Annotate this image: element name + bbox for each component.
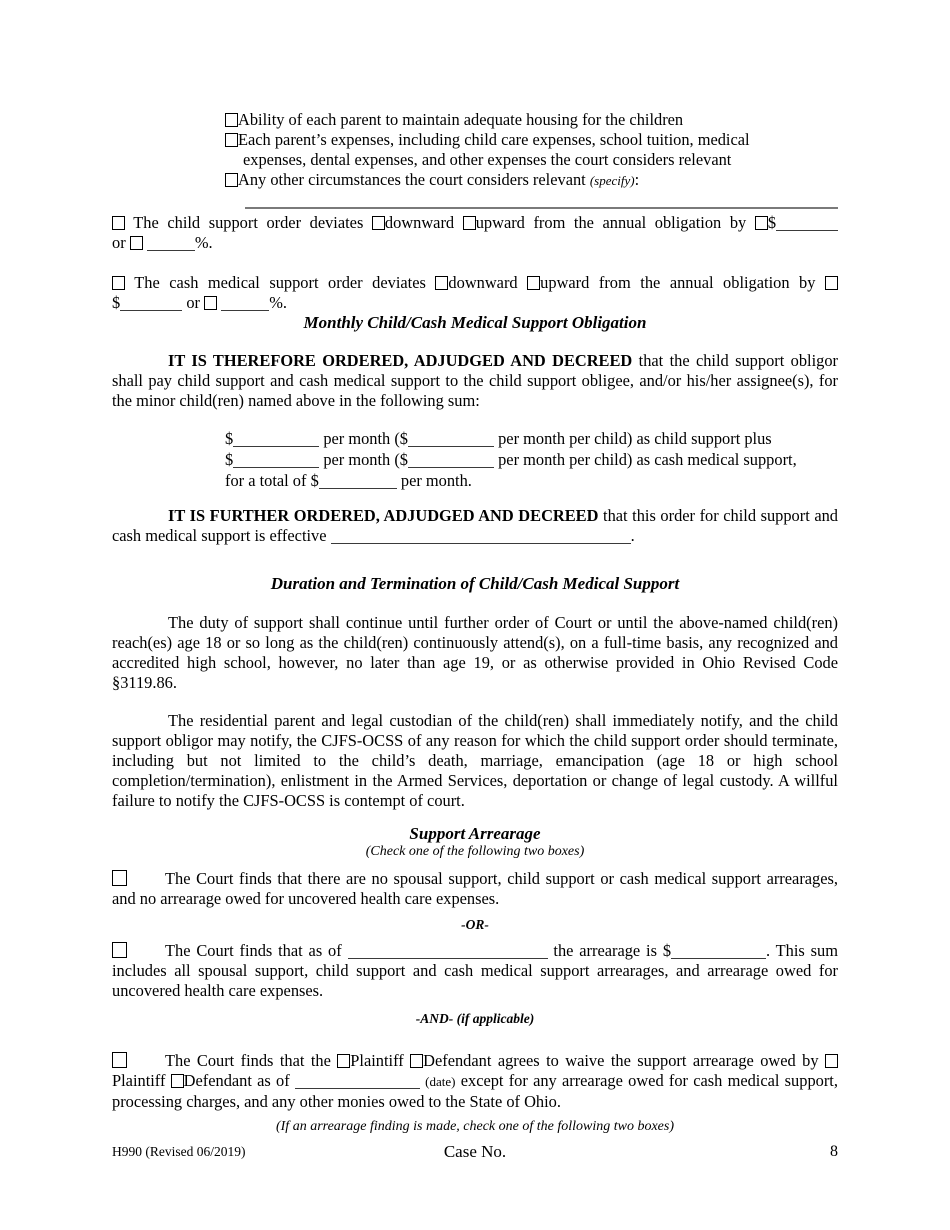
child-deviation-percent-blank[interactable] [147, 237, 195, 251]
cash-medical-mid: per month ($ [323, 450, 408, 469]
child-deviation-line1 [112, 213, 838, 233]
cash-deviation-dollar-sign: $ [112, 293, 121, 312]
factor-housing-checkbox[interactable] [225, 113, 238, 127]
cash-deviation-or: or [186, 293, 200, 312]
or-divider: -OR- [461, 917, 489, 932]
total-pre: for a total of $ [225, 471, 319, 490]
support-amounts-block [225, 428, 838, 491]
cash-deviation-line1 [112, 273, 838, 293]
duration-heading: Duration and Termination of Child/Cash Medical Support [270, 574, 680, 593]
further-ordered-paragraph [112, 506, 838, 546]
waive-pre: The Court finds that the [165, 1051, 331, 1070]
effective-date-blank[interactable] [331, 530, 631, 544]
cash-deviation-lead: The cash medical support order deviates [134, 273, 426, 292]
child-deviation-percent-checkbox[interactable] [130, 236, 143, 250]
cash-deviation-downward-checkbox[interactable] [435, 276, 448, 290]
waive-owed-defendant-label: Defendant [183, 1071, 252, 1090]
cash-deviation-percent-checkbox[interactable] [204, 296, 217, 310]
child-deviation-lead: The child support order deviates [133, 213, 364, 232]
factor-housing-row [225, 110, 838, 130]
duty-of-support-paragraph: The duty of support shall continue until further order of Court or until the above-named child(ren) reach(es) age 18 or so long as the child(ren) continuously attend(s), on a full-time basis, any recognized and accredited high school, however, no later than age 19, or as otherwise provided in Ohio Revised Code §3119.86. [112, 613, 838, 692]
waive-by-plaintiff-checkbox[interactable] [337, 1054, 350, 1068]
and-divider: -AND- (if applicable) [415, 1011, 535, 1026]
child-support-mid: per month ($ [323, 429, 408, 448]
arrearage-amount-mid: the arrearage is $ [553, 941, 672, 960]
arrearage-amount-option [112, 941, 838, 1001]
factor-housing-label: Ability of each parent to maintain adequate housing for the children [238, 110, 684, 129]
child-deviation-amount-blank[interactable] [776, 217, 838, 231]
child-deviation-dollar-sign: $ [767, 213, 777, 232]
arrearage-amount-blank[interactable] [671, 945, 766, 959]
arrearage-instruction: (Check one of the following two boxes) [365, 844, 585, 859]
waive-owed-defendant-checkbox[interactable] [171, 1074, 184, 1088]
child-deviation-downward-checkbox[interactable] [372, 216, 385, 230]
cash-medical-amount-line [225, 449, 838, 470]
no-arrearage-checkbox[interactable] [112, 870, 127, 886]
cash-deviation-tail: from the annual obligation by [598, 273, 816, 292]
waive-by-defendant-label: Defendant [423, 1051, 492, 1070]
child-deviation-upward-checkbox[interactable] [463, 216, 476, 230]
waive-by-plaintiff-label: Plaintiff [350, 1051, 404, 1070]
therefore-ordered-rest: that the child support obligor shall pay child support and cash medical support to the child support obligee, and/or his/her assignee(s), for the minor child(ren) named above in the following sum: [112, 351, 838, 410]
waive-asof: as of [257, 1071, 290, 1090]
child-support-amount-line [225, 428, 838, 449]
specify-colon: : [634, 170, 640, 189]
factor-expenses-row-cont [243, 150, 838, 170]
cash-deviation-percent-label: %. [269, 293, 287, 312]
no-arrearage-text: The Court finds that there are no spousal support, child support or cash medical support arrearages, and no arrearage owed for uncovered health care expenses. [112, 869, 838, 908]
therefore-ordered-bold: IT IS THEREFORE ORDERED, ADJUDGED AND DECREED [168, 351, 633, 370]
waive-arrearage-checkbox[interactable] [112, 1052, 127, 1068]
child-deviation-or: or [112, 233, 126, 252]
child-support-monthly-blank[interactable] [233, 433, 319, 447]
waive-mid: agrees to waive the support arrearage owed by [497, 1051, 819, 1070]
total-amount-line [225, 470, 838, 491]
child-deviation-tail: from the annual obligation by [533, 213, 747, 232]
child-deviation-percent-label: %. [194, 233, 213, 252]
arrearage-heading: Support Arrearage [409, 824, 541, 843]
notify-cjfs-paragraph: The residential parent and legal custodian of the child(ren) shall immediately notify, and the child support obligor may notify, the CJFS-OCSS of any reason for which the child support order should terminate, including but not limited to the child’s death, marriage, emancipation (age 18 or high school completion/termination), enlistment in the Armed Services, deportation or change of legal custody. A willful failure to notify the CJFS-OCSS is contempt of court. [112, 711, 838, 810]
deviation-factors-list [225, 110, 838, 191]
child-deviation-checkbox[interactable] [112, 216, 125, 230]
total-end: per month. [400, 471, 472, 490]
cash-deviation-upward-label: upward [540, 273, 590, 292]
waive-date-blank[interactable] [295, 1075, 420, 1089]
waive-post: except for any arrearage owed for cash medical support, processing charges, and any other monies owed to the State of Ohio. [112, 1071, 838, 1111]
cash-medical-end: per month per child) as cash medical support, [498, 450, 797, 469]
child-support-end: per month per child) as child support plus [498, 429, 772, 448]
further-ordered-rest: that this order for child support and cash medical support is effective [112, 506, 839, 545]
form-number: H990 (Revised 06/2019) [112, 1144, 246, 1159]
cash-medical-per-child-blank[interactable] [408, 454, 494, 468]
factor-other-row [225, 170, 838, 191]
child-deviation-downward-label: downward [384, 213, 455, 232]
dollar-sign: $ [225, 450, 234, 469]
cash-deviation-checkbox[interactable] [112, 276, 125, 290]
factor-expenses-label-line2: expenses, dental expenses, and other expenses the court considers relevant [243, 150, 732, 169]
further-ordered-period: . [630, 526, 635, 545]
specify-hint: (specify) [589, 173, 635, 188]
cash-deviation-percent-blank[interactable] [221, 297, 269, 311]
factor-other-checkbox[interactable] [225, 173, 238, 187]
therefore-ordered-paragraph [112, 351, 838, 411]
factor-expenses-row [225, 130, 838, 150]
factor-other-label: Any other circumstances the court considers relevant [238, 170, 586, 189]
case-number-label: Case No. [443, 1142, 507, 1161]
cash-deviation-line2 [112, 293, 838, 313]
cash-deviation-upward-checkbox[interactable] [527, 276, 540, 290]
dollar-sign: $ [225, 429, 234, 448]
waive-owed-plaintiff-checkbox[interactable] [825, 1054, 838, 1068]
arrearage-amount-pre: The Court finds that as of [165, 941, 342, 960]
no-arrearage-option [112, 869, 838, 909]
monthly-obligation-heading: Monthly Child/Cash Medical Support Obligation [303, 313, 647, 332]
total-monthly-blank[interactable] [319, 475, 397, 489]
page-footer [112, 1142, 838, 1164]
cash-deviation-amount-blank[interactable] [120, 297, 182, 311]
page-number: 8 [830, 1143, 838, 1160]
cash-medical-monthly-blank[interactable] [233, 454, 319, 468]
arrearage-amount-checkbox[interactable] [112, 942, 127, 958]
arrearage-asof-date-blank[interactable] [348, 945, 548, 959]
waive-owed-plaintiff-label: Plaintiff [112, 1071, 166, 1090]
specify-blank-line[interactable] [245, 207, 838, 209]
waive-by-defendant-checkbox[interactable] [410, 1054, 423, 1068]
child-deviation-upward-label: upward [475, 213, 525, 232]
further-ordered-bold: IT IS FURTHER ORDERED, ADJUDGED AND DECREED [168, 506, 599, 525]
child-deviation-dollar-checkbox[interactable] [755, 216, 768, 230]
arrearage-amount-post: . This sum includes all spousal support, child support and cash medical support arrearages, and arrearage owed for uncovered health care expenses. [112, 941, 838, 1000]
arrearage-footnote: (If an arrearage finding is made, check one of the following two boxes) [275, 1119, 675, 1134]
child-support-per-child-blank[interactable] [408, 433, 494, 447]
child-deviation-line2 [112, 233, 838, 253]
date-hint: (date) [425, 1074, 456, 1089]
cash-deviation-dollar-checkbox[interactable] [825, 276, 838, 290]
factor-expenses-label-line1: Each parent’s expenses, including child care expenses, school tuition, medical [238, 130, 750, 149]
factor-expenses-checkbox[interactable] [225, 133, 238, 147]
cash-deviation-downward-label: downward [448, 273, 518, 292]
waive-arrearage-option [112, 1051, 838, 1112]
